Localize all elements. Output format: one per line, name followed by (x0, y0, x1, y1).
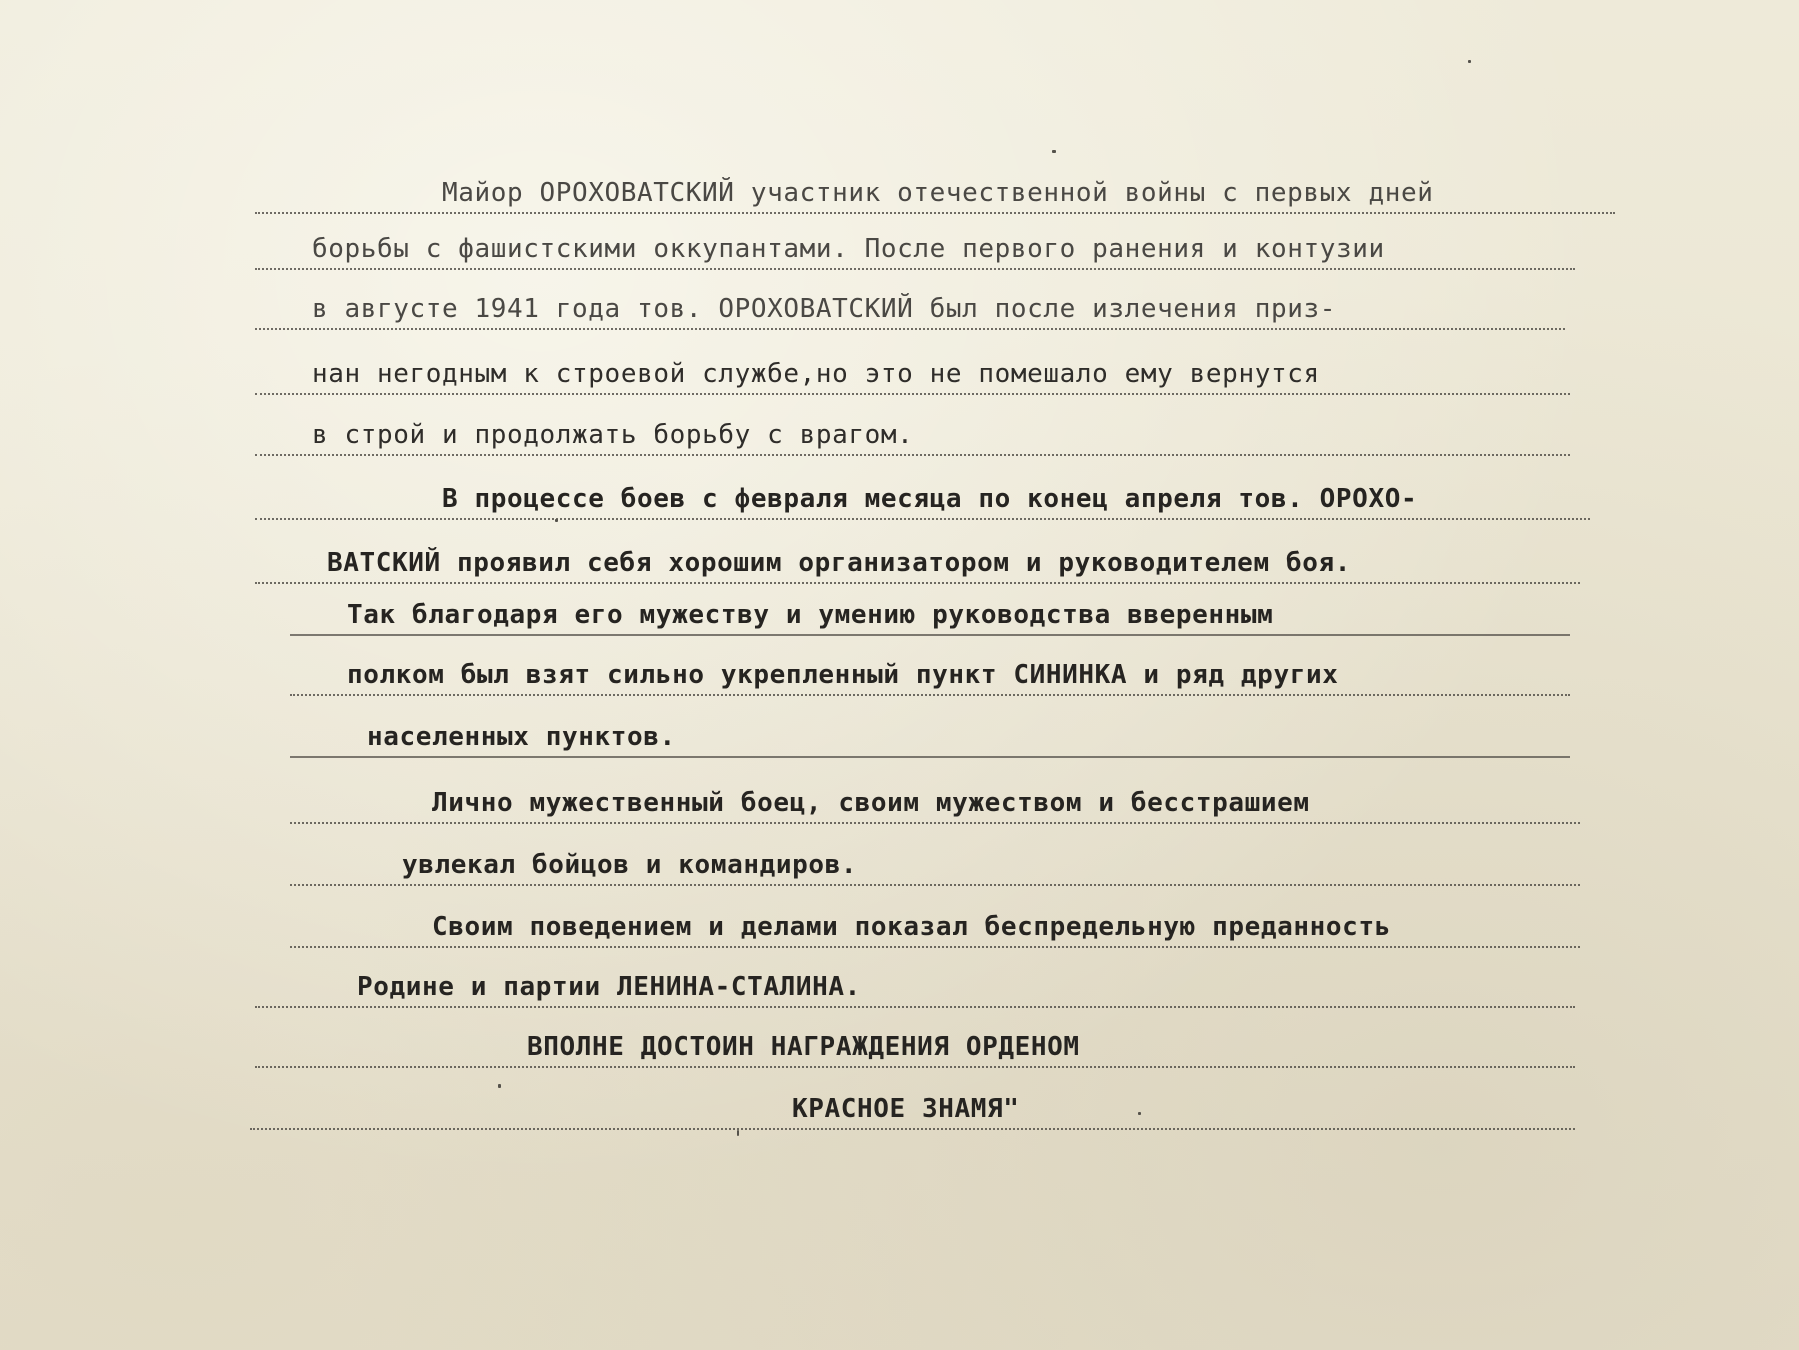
underline-rule (250, 1128, 1575, 1130)
text-line-13 (290, 884, 1580, 948)
underline-rule (255, 328, 1565, 330)
citation-text: в строй и продолжать борьбу с врагом. (312, 420, 914, 450)
citation-text: ВПОЛНЕ ДОСТОИН НАГРАЖДЕНИЯ ОРДЕНОМ (527, 1032, 1080, 1062)
text-line-14 (255, 944, 1575, 1008)
citation-text: В процессе боев с февраля месяца по конец апреля тов. ОРОХО- (442, 484, 1418, 514)
ink-speck (1138, 1112, 1141, 1115)
text-line-11 (290, 760, 1580, 824)
citation-text: КРАСНОЕ ЗНАМЯ" (792, 1094, 1020, 1124)
citation-text: полком был взят сильно укрепленный пункт СИНИНКА и ряд других (347, 660, 1339, 690)
citation-text: населенных пунктов. (367, 722, 676, 752)
ink-speck (498, 1084, 501, 1088)
underline-rule (290, 756, 1570, 758)
citation-text: нан негодным к строевой службе,но это не помешало ему вернутся (312, 359, 1320, 389)
text-line-5 (255, 392, 1570, 456)
text-line-4 (255, 331, 1570, 395)
text-line-6 (255, 456, 1590, 520)
ink-speck (555, 519, 558, 522)
citation-text: Родине и партии ЛЕНИНА-СТАЛИНА. (357, 972, 861, 1002)
text-line-9 (290, 632, 1570, 696)
citation-text: в августе 1941 года тов. ОРОХОВАТСКИЙ был после излечения приз- (312, 294, 1336, 324)
citation-text: ВАТСКИЙ проявил себя хорошим организатором и руководителем боя. (327, 548, 1351, 578)
text-line-8 (290, 572, 1570, 636)
citation-text: Своим поведением и делами показал беспредельную преданность (432, 912, 1391, 942)
citation-text: Лично мужественный боец, своим мужеством и бесстрашием (432, 788, 1310, 818)
text-line-12 (290, 822, 1580, 886)
text-line-15 (255, 1004, 1575, 1068)
citation-text: Майор ОРОХОВАТСКИЙ участник отечественной войны с первых дней (442, 178, 1434, 208)
text-line-10 (290, 694, 1570, 758)
text-line-3 (255, 266, 1565, 330)
ink-speck (1052, 150, 1056, 153)
text-line-16 (250, 1066, 1575, 1130)
text-line-2 (255, 206, 1575, 270)
citation-text: Так благодаря его мужеству и умению руководства вверенным (347, 600, 1274, 630)
citation-text: увлекал бойцов и командиров. (402, 850, 858, 880)
citation-text: борьбы с фашистскими оккупантами. После первого ранения и контузии (312, 234, 1385, 264)
ink-speck (737, 1130, 739, 1136)
ink-speck (1468, 60, 1471, 63)
text-line-1 (255, 150, 1615, 214)
